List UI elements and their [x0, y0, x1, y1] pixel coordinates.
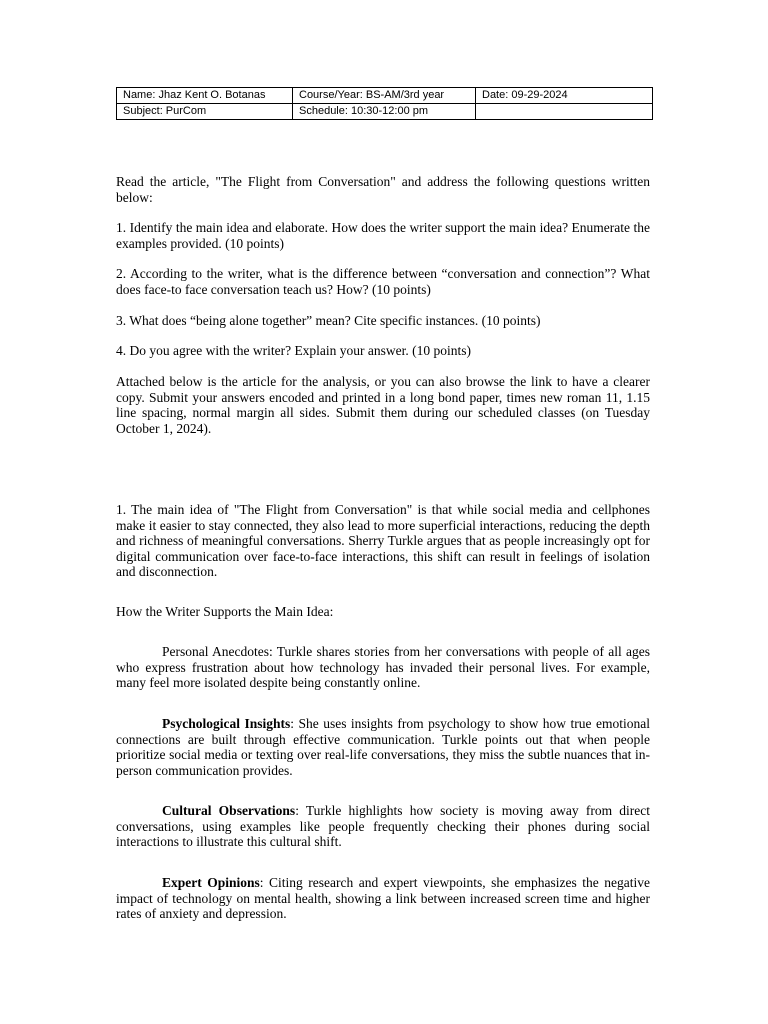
point-title: Psychological Insights — [162, 716, 291, 731]
question-3: 3. What does “being alone together” mean? Cite specific instances. (10 points) — [116, 313, 541, 328]
support-point-cultural-observations — [116, 803, 650, 850]
point-title: Expert Opinions — [162, 875, 260, 890]
support-heading: How the Writer Supports the Main Idea: — [116, 604, 334, 619]
header-info-table — [116, 87, 653, 120]
point-title: Cultural Observations — [162, 803, 296, 818]
schedule-cell: Schedule: 10:30-12:00 pm — [293, 104, 476, 120]
point-title: Personal Anecdotes — [162, 644, 269, 659]
point-text: : Turkle highlights how society is moving away from direct conversations, using examples like people frequently checking their phones during social interactions to illustrate this cultural shift. — [116, 803, 650, 850]
header-row — [117, 88, 653, 104]
question-1: 1. Identify the main idea and elaborate. How does the writer support the main idea? Enumerate the examples provided. (10 points) — [116, 220, 650, 251]
instructions-intro: Read the article, "The Flight from Conversation" and address the following questions written below: — [116, 174, 650, 205]
name-cell: Name: Jhaz Kent O. Botanas — [117, 88, 293, 104]
point-text: : Citing research and expert viewpoints, she emphasizes the negative impact of technology on mental health, showing a link between increased screen time and higher rates of anxiety and depression. — [116, 875, 650, 922]
support-point-expert-opinions — [116, 875, 650, 922]
question-2: 2. According to the writer, what is the difference between “conversation and connection”? What does face-to face conversation teach us? How? (10 points) — [116, 266, 650, 297]
question-4: 4. Do you agree with the writer? Explain your answer. (10 points) — [116, 343, 472, 358]
answer-main-idea: 1. The main idea of "The Flight from Conversation" is that while social media and cellphones make it easier to stay connected, they also lead to more superficial interactions, reducing the depth and richness of meaningful conversations. Sherry Turkle argues that as people increasingly opt for digital communication over face-to-face interactions, this shift can result in feelings of isolation and disconnection. — [116, 502, 650, 580]
blank-cell — [476, 104, 653, 120]
date-cell: Date: 09-29-2024 — [476, 88, 653, 104]
point-text: : She uses insights from psychology to show how true emotional connections are built through effective communication. Turkle points out that when people prioritize social media or texting over real-life conversations, they miss the subtle nuances that in-person communication provides. — [116, 716, 650, 778]
header-row — [117, 104, 653, 120]
point-text: : Turkle shares stories from her conversations with people of all ages who express frustration about how technology has invaded their personal lives. For example, many feel more isolated despite being constantly online. — [116, 644, 650, 691]
submission-instructions: Attached below is the article for the analysis, or you can also browse the link to have a clearer copy. Submit your answers encoded and printed in a long bond paper, times new roman 11, 1.15 line spacing, normal margin all sides. Submit them during our scheduled classes (on Tuesday October 1, 2024). — [116, 374, 650, 436]
support-point-psychological-insights — [116, 716, 650, 778]
course-year-cell: Course/Year: BS-AM/3rd year — [293, 88, 476, 104]
subject-cell: Subject: PurCom — [117, 104, 293, 120]
support-point-personal-anecdotes — [116, 644, 650, 691]
